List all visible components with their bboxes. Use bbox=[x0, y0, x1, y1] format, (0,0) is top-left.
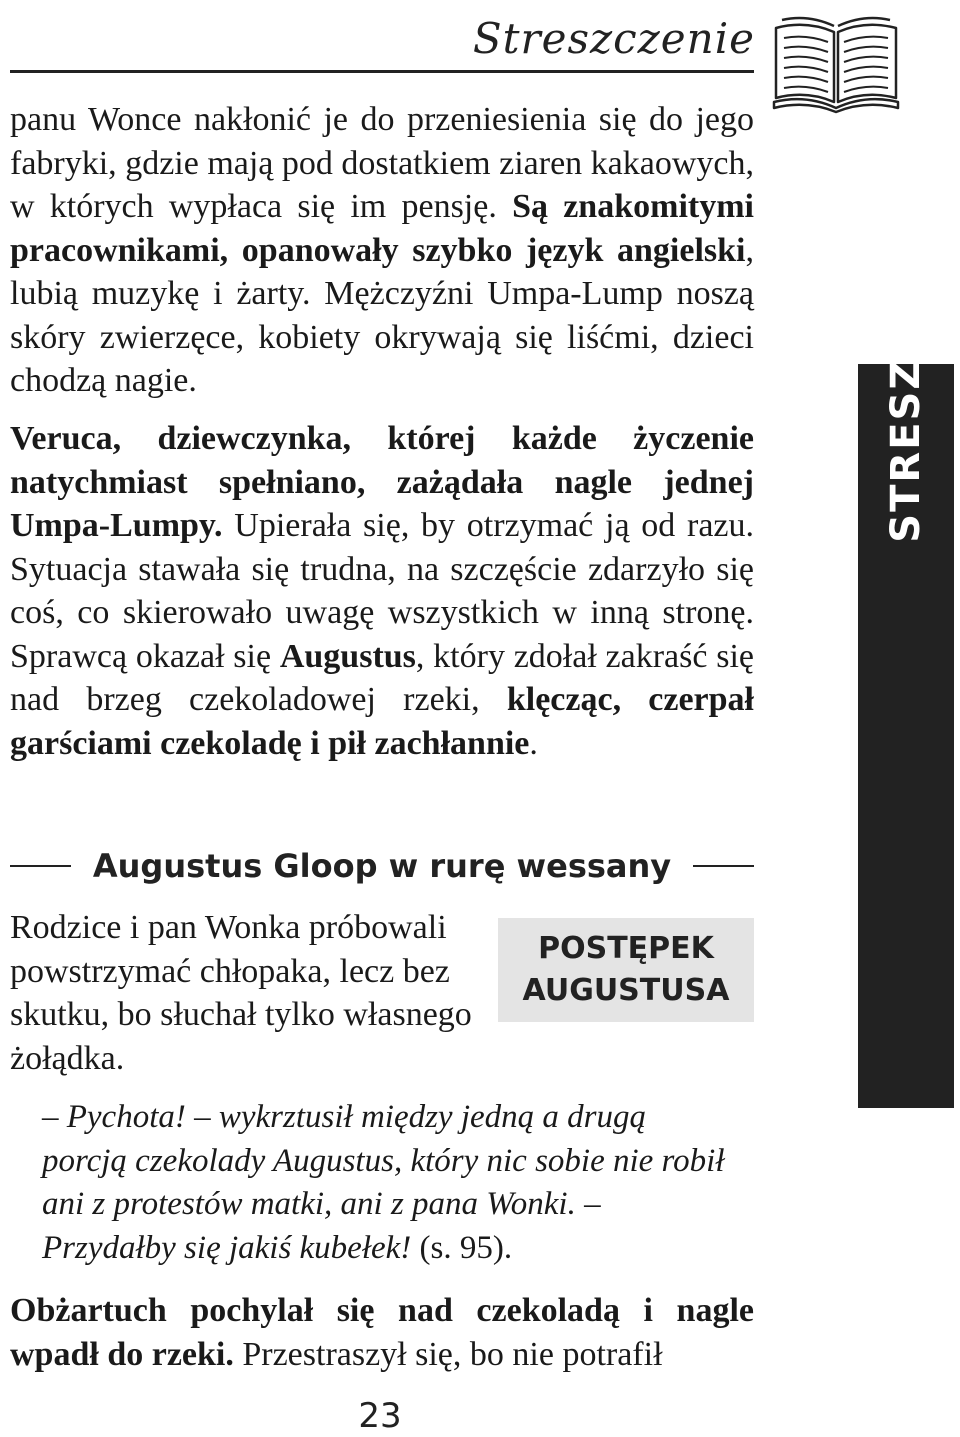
heading-rule-left bbox=[10, 865, 71, 867]
callout-line-2: AUGUSTUSA bbox=[522, 973, 730, 1008]
sidebar-tab-label: STRESZCZENIE bbox=[883, 185, 929, 543]
paragraph-2-text-3: . bbox=[529, 724, 538, 762]
sidebar-section-tab bbox=[858, 185, 954, 1108]
paragraph-3: Rodzice i pan Wonka próbowali powstrzymać chłopaka, lecz bez skutku, bo słuchał tylko własnego żołądka. bbox=[10, 909, 472, 1077]
heading-rule-right bbox=[693, 865, 754, 867]
paragraph-1-bold-1: Są znakomitymi pracownikami, opanowały szybko język angielski bbox=[10, 188, 754, 269]
header-divider bbox=[10, 70, 754, 73]
paragraph-1 bbox=[10, 98, 754, 403]
quote-block bbox=[42, 1096, 732, 1270]
paragraph-2-text-2: , który zdołał zakraść się nad brzeg czekoladowej rzeki, bbox=[10, 637, 755, 718]
paragraph-1-text-2: , lubią muzykę i żarty. Mężczyźni Umpa-Lump noszą skóry zwierzęce, kobiety okrywają się liśćmi, dzieci chodzą nagie. bbox=[10, 231, 754, 399]
paragraph-4-bold-1: Obżartuch pochylał się nad czekoladą i nagle wpadł do rzeki. bbox=[10, 1292, 754, 1373]
quote-reference: (s. 95). bbox=[411, 1229, 513, 1266]
page-number: 23 bbox=[358, 1396, 402, 1436]
paragraph-1-text-1: panu Wonce nakłonić je do przeniesienia się do jego fabryki, gdzie mają pod dostatkiem ziaren kakaowych, w których wypłaca się im pensję. bbox=[10, 101, 754, 225]
paragraph-2-text-1: Upierała się, by otrzymać ją od razu. Sytuacja stawała się trudna, na szczęście zdarzyło się coś, co skierowało uwagę wszystkich w inną stronę. Sprawcą okazał się bbox=[10, 507, 754, 675]
paragraph-2-bold-1: Veruca, dziewczynka, której każde życzenie natychmiast spełniano, zażądała nagle jednej Umpa-Lumpy. bbox=[10, 420, 754, 544]
paragraph-4 bbox=[10, 1289, 754, 1376]
section-heading bbox=[10, 842, 754, 890]
paragraph-2-bold-3: klęcząc, czerpał garściami czekoladę i pił zachłannie bbox=[10, 681, 755, 762]
paragraph-4-text-1: Przestraszył się, bo nie potrafił bbox=[233, 1335, 663, 1373]
page-header-title: Streszczenie bbox=[472, 14, 755, 63]
callout-line-1: POSTĘPEK bbox=[538, 931, 714, 966]
section-heading-text: Augustus Gloop w rurę wessany bbox=[92, 847, 672, 885]
paragraph-2-bold-2: Augustus bbox=[279, 637, 416, 675]
quote-text: – Pychota! – wykrztusił między jedną a drugą porcją czekolady Augustus, który nic sobie nie robił ani z protestów matki, ani z pana Wonki. – Przydałby się jakiś kubełek! bbox=[42, 1099, 725, 1266]
paragraph-2 bbox=[10, 417, 754, 765]
callout-box bbox=[498, 918, 754, 1022]
